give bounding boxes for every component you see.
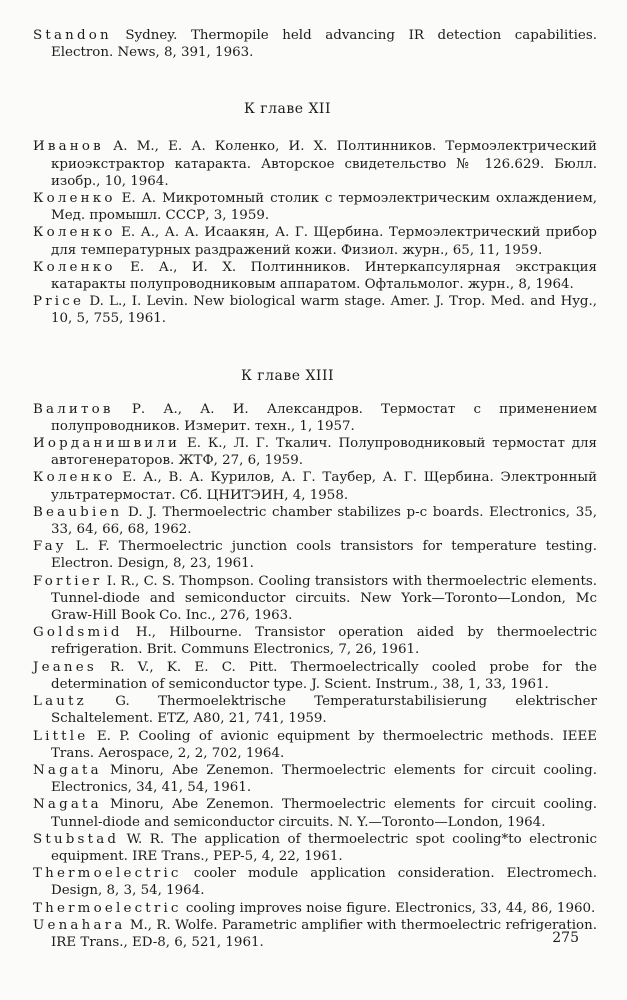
reference-text: L. F. Thermoelectric junction cools transistors for temperature testing. Electron. Design, 8, 23, 1961. — [51, 539, 597, 572]
reference-entry — [33, 728, 597, 762]
reference-entry — [33, 469, 597, 503]
reference-text: G. Thermoelektrische Temperaturstabilisierung elektrischer Schaltelement. ETZ, A80, 21, 741, 1959. — [51, 694, 597, 727]
reference-author: Nagata — [33, 762, 102, 778]
reference-entry — [33, 435, 597, 469]
reference-text: Sydney. Thermopile held advancing IR detection capabilities. Electron. News, 8, 391, 1963. — [51, 28, 597, 61]
reference-author: Uenahara — [33, 917, 126, 933]
reference-entry — [33, 900, 597, 917]
reference-text: Р. А., А. И. Александров. Термостат с применением полупроводников. Измерит. техн., 1, 1957. — [51, 401, 597, 434]
reference-text: M., R. Wolfe. Parametric amplifier with thermoelectric refrigeration. IRE Trans., ED-8, 6, 521, 1961. — [51, 917, 597, 950]
reference-entry — [33, 27, 597, 61]
reference-entry — [33, 138, 597, 190]
reference-author: Thermoelectric — [33, 866, 182, 882]
reference-text: Minoru, Abe Zenemon. Thermoelectric elements for circuit cooling. Tunnel-diode and semiconductor circuits. N. Y.—Toronto—London, 1964. — [51, 797, 597, 830]
reference-author: Goldsmid — [33, 625, 123, 641]
reference-text: R. V., K. E. C. Pitt. Thermoelectrically cooled probe for the determination of semiconductor type. J. Scient. Instrum., 38, 1, 33, 1961. — [51, 659, 597, 692]
reference-author: Fay — [33, 539, 67, 555]
reference-text: D. J. Thermoelectric chamber stabilizes p-c boards. Electronics, 35, 33, 64, 66, 68, 1962. — [51, 504, 597, 538]
reference-entry — [33, 831, 597, 865]
page-number: 275 — [552, 930, 579, 946]
reference-author: Lautz — [33, 694, 87, 710]
reference-text: cooling improves noise figure. Electronics, 33, 44, 86, 1960. — [181, 900, 596, 916]
reference-entry — [33, 538, 597, 572]
reference-author: Коленко — [33, 225, 116, 241]
reference-author: Price — [33, 294, 85, 310]
section-chapter-12 — [33, 138, 597, 327]
reference-entry — [33, 190, 597, 224]
reference-text: W. R. The application of thermoelectric spot cooling*to electronic equipment. IRE Trans., PEP-5, 4, 22, 1961. — [51, 831, 597, 864]
reference-entry — [33, 401, 597, 435]
reference-text: Е. А., А. А. Исаакян, А. Г. Щербина. Термоэлектрический прибор для температурных раздражений кожи. Физиол. журн., 65, 11, 1959. — [51, 225, 597, 258]
reference-entry — [33, 796, 597, 830]
reference-text: А. М., Е. А. Коленко, И. Х. Полтинников. Термоэлектрический криоэкстрактор катаракта. Авторское свидетельство № 126.629. Бюлл. изобр., 10, 1964. — [51, 139, 597, 189]
reference-author: Nagata — [33, 797, 102, 813]
reference-author: Коленко — [33, 470, 116, 486]
reference-text: Minoru, Abe Zenemon. Thermoelectric elements for circuit cooling. Electronics, 34, 41, 54, 1961. — [51, 762, 597, 796]
reference-entry — [33, 224, 597, 258]
reference-text: Е. А., В. А. Курилов, А. Г. Таубер, А. Г. Щербина. Электронный ультратермостат. Сб. ЦНИТЭИН, 4, 1958. — [51, 470, 597, 503]
reference-entry — [33, 659, 597, 693]
section-heading: К главе XIII — [240, 367, 335, 384]
reference-entry — [33, 624, 597, 658]
reference-text: Е. А., И. Х. Полтинников. Интеркапсулярная экстракция катаракты полупроводниковым аппаратом. Офтальмолог. журн., 8, 1964. — [51, 259, 597, 293]
reference-author: Thermoelectric — [33, 900, 182, 916]
reference-author: Little — [33, 728, 89, 744]
bibliography-page — [33, 27, 597, 951]
reference-entry — [33, 259, 597, 293]
reference-text: cooler module application consideration. Electromech. Design, 8, 3, 54, 1964. — [51, 866, 597, 899]
reference-entry — [33, 573, 597, 625]
reference-entry — [33, 693, 597, 727]
section-continued — [33, 27, 597, 61]
reference-text: E. P. Cooling of avionic equipment by thermoelectric methods. IEEE Trans. Aerospace, 2, 2, 702, 1964. — [51, 728, 597, 761]
reference-text: Е. К., Л. Г. Ткалич. Полупроводниковый термостат для автогенераторов. ЖТФ, 27, 6, 1959. — [51, 436, 597, 469]
reference-entry — [33, 762, 597, 796]
reference-text: D. L., I. Levin. New biological warm stage. Amer. J. Trop. Med. and Hyg., 10, 5, 755, 1961. — [51, 294, 597, 327]
reference-author: Коленко — [33, 259, 116, 275]
reference-author: Валитов — [33, 401, 114, 417]
section-heading: К главе XII — [243, 101, 331, 118]
reference-entry — [33, 917, 597, 951]
reference-entry — [33, 865, 597, 899]
reference-author: Beaubien — [33, 504, 123, 520]
reference-author: Fortier — [33, 573, 103, 589]
reference-author: Иванов — [33, 139, 104, 155]
reference-text: H., Hilbourne. Transistor operation aided by thermoelectric refrigeration. Brit. Communs Electronics, 7, 26, 1961. — [51, 625, 597, 658]
reference-author: Иорданишвили — [33, 436, 181, 452]
reference-author: Jeanes — [33, 659, 97, 675]
reference-author: Коленко — [33, 191, 116, 207]
reference-author: Standon — [33, 28, 112, 43]
reference-text: Е. А. Микротомный столик с термоэлектрическим охлаждением, Мед. промышл. СССР, 3, 1959. — [51, 191, 597, 224]
reference-entry — [33, 504, 597, 538]
reference-text: I. R., C. S. Thompson. Cooling transistors with thermoelectric elements. Tunnel-diode and semiconductor circuits. New York—Toronto—London, Mc Graw-Hill Book Co. Inc., 276, 1963. — [51, 573, 597, 624]
section-chapter-13 — [33, 401, 597, 952]
reference-entry — [33, 293, 597, 327]
reference-author: Stubstad — [33, 831, 120, 847]
